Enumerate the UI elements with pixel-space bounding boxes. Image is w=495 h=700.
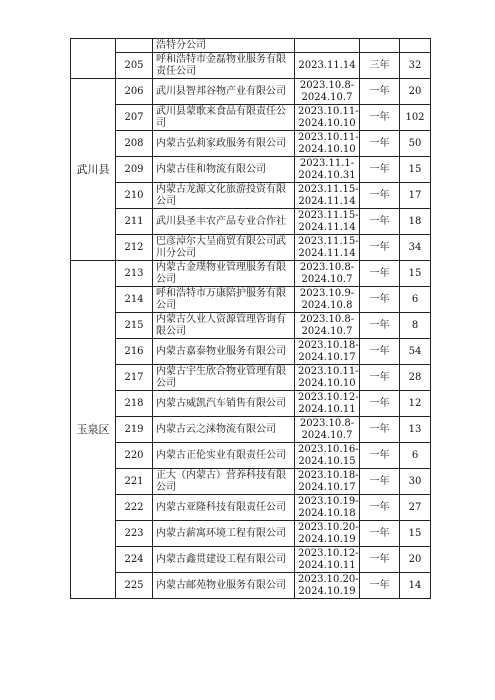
term-cell: 三年	[360, 53, 400, 79]
term-cell: 一年	[360, 417, 400, 443]
company-name-cell: 内蒙古金璞物业管理服务有限公司	[153, 261, 295, 287]
term-cell: 一年	[360, 313, 400, 339]
count-cell: 102	[400, 105, 431, 131]
table-row	[71, 521, 431, 547]
term-cell: 一年	[360, 469, 400, 495]
count-cell: 15	[400, 261, 431, 287]
count-cell: 6	[400, 443, 431, 469]
table-row	[71, 365, 431, 391]
company-name-cell: 呼和浩特市万康陪护服务有限公司	[153, 287, 295, 313]
company-name-cell: 内蒙古亚隆科技有限责任公司	[153, 495, 295, 521]
term-cell: 一年	[360, 209, 400, 235]
period-cell: 2023.11.1-2024.10.31	[295, 157, 360, 183]
term-cell: 一年	[360, 183, 400, 209]
row-number-cell: 210	[116, 183, 153, 209]
row-number-cell: 214	[116, 287, 153, 313]
period-cell: 2023.10.11-2024.10.10	[295, 105, 360, 131]
company-name-cell: 武川县智邦谷物产业有限公司	[153, 79, 295, 105]
period-cell	[295, 39, 360, 53]
period-cell: 2023.10.20-2024.10.19	[295, 521, 360, 547]
company-name-cell: 内蒙古龙源文化旅游投资有限公司	[153, 183, 295, 209]
row-number-cell: 219	[116, 417, 153, 443]
count-cell	[400, 39, 431, 53]
count-cell: 30	[400, 469, 431, 495]
row-number-cell: 218	[116, 391, 153, 417]
table-body	[71, 39, 431, 599]
term-cell: 一年	[360, 287, 400, 313]
table-row	[71, 313, 431, 339]
term-cell: 一年	[360, 261, 400, 287]
period-cell: 2023.10.19-2024.10.18	[295, 495, 360, 521]
row-number-cell: 225	[116, 573, 153, 599]
table-row	[71, 573, 431, 599]
count-cell: 54	[400, 339, 431, 365]
count-cell: 20	[400, 547, 431, 573]
table-row	[71, 157, 431, 183]
count-cell: 34	[400, 235, 431, 261]
period-cell: 2023.10.16-2024.10.15	[295, 443, 360, 469]
period-cell: 2023.10.18-2024.10.17	[295, 469, 360, 495]
term-cell: 一年	[360, 157, 400, 183]
count-cell: 27	[400, 495, 431, 521]
table-row	[71, 417, 431, 443]
count-cell: 32	[400, 53, 431, 79]
county-cell: 玉泉区	[71, 261, 116, 599]
company-name-cell: 内蒙古嘉泰物业服务有限公司	[153, 339, 295, 365]
row-number-cell: 206	[116, 79, 153, 105]
term-cell: 一年	[360, 573, 400, 599]
county-cell	[71, 39, 116, 79]
row-number-cell: 222	[116, 495, 153, 521]
row-number-cell: 208	[116, 131, 153, 157]
term-cell: 一年	[360, 131, 400, 157]
row-number-cell: 215	[116, 313, 153, 339]
company-name-cell: 内蒙古宇生欣合物业管理有限公司	[153, 365, 295, 391]
table-row	[71, 209, 431, 235]
row-number-cell	[116, 39, 153, 53]
period-cell: 2023.10.12-2024.10.11	[295, 391, 360, 417]
company-name-cell: 内蒙古鑫贯建设工程有限公司	[153, 547, 295, 573]
row-number-cell: 216	[116, 339, 153, 365]
count-cell: 28	[400, 365, 431, 391]
term-cell: 一年	[360, 105, 400, 131]
company-name-cell: 内蒙古佳和物流有限公司	[153, 157, 295, 183]
county-cell: 武川县	[71, 79, 116, 261]
row-number-cell: 217	[116, 365, 153, 391]
table-row	[71, 235, 431, 261]
table-row	[71, 495, 431, 521]
company-name-cell: 武川县圣丰农产品专业合作社	[153, 209, 295, 235]
count-cell: 15	[400, 521, 431, 547]
table-row	[71, 443, 431, 469]
enterprise-table	[70, 38, 431, 599]
period-cell: 2023.10.8-2024.10.7	[295, 261, 360, 287]
row-number-cell: 211	[116, 209, 153, 235]
count-cell: 13	[400, 417, 431, 443]
company-name-cell: 内蒙古正伦实业有限责任公司	[153, 443, 295, 469]
company-name-cell: 内蒙古弘莉家政服务有限公司	[153, 131, 295, 157]
table-row	[71, 79, 431, 105]
table-row	[71, 391, 431, 417]
period-cell: 2023.10.18-2024.10.17	[295, 339, 360, 365]
term-cell	[360, 39, 400, 53]
row-number-cell: 220	[116, 443, 153, 469]
term-cell: 一年	[360, 235, 400, 261]
company-name-cell: 正大（内蒙古）营养科技有限公司	[153, 469, 295, 495]
table-row	[71, 469, 431, 495]
row-number-cell: 223	[116, 521, 153, 547]
count-cell: 18	[400, 209, 431, 235]
period-cell: 2023.11.15-2024.11.14	[295, 209, 360, 235]
term-cell: 一年	[360, 495, 400, 521]
row-number-cell: 209	[116, 157, 153, 183]
row-number-cell: 205	[116, 53, 153, 79]
table-row	[71, 183, 431, 209]
period-cell: 2023.10.11-2024.10.10	[295, 365, 360, 391]
company-name-cell: 呼和浩特市金磊物业服务有限责任公司	[153, 53, 295, 79]
table-row	[71, 261, 431, 287]
company-name-cell: 巴彦淖尔大呈商贸有限公司武川分公司	[153, 235, 295, 261]
company-name-cell: 内蒙古邮苑物业服务有限公司	[153, 573, 295, 599]
period-cell: 2023.10.12-2024.10.11	[295, 547, 360, 573]
row-number-cell: 207	[116, 105, 153, 131]
company-name-cell: 武川县蒙歌来食品有限责任公司	[153, 105, 295, 131]
period-cell: 2023.10.8-2024.10.7	[295, 417, 360, 443]
count-cell: 14	[400, 573, 431, 599]
period-cell: 2023.10.9-2024.10.8	[295, 287, 360, 313]
row-number-cell: 224	[116, 547, 153, 573]
period-cell: 2023.11.14	[295, 53, 360, 79]
company-name-cell: 内蒙古薪寓环境工程有限公司	[153, 521, 295, 547]
company-name-cell: 内蒙古云之涞物流有限公司	[153, 417, 295, 443]
company-name-cell: 内蒙古久业人资源管理咨询有限公司	[153, 313, 295, 339]
company-name-cell: 内蒙古威凯汽车销售有限公司	[153, 391, 295, 417]
count-cell: 50	[400, 131, 431, 157]
period-cell: 2023.11.15-2024.11.14	[295, 183, 360, 209]
term-cell: 一年	[360, 521, 400, 547]
count-cell: 17	[400, 183, 431, 209]
count-cell: 15	[400, 157, 431, 183]
row-number-cell: 213	[116, 261, 153, 287]
count-cell: 12	[400, 391, 431, 417]
table-row	[71, 105, 431, 131]
count-cell: 6	[400, 287, 431, 313]
term-cell: 一年	[360, 79, 400, 105]
period-cell: 2023.10.11-2024.10.10	[295, 131, 360, 157]
table-row	[71, 287, 431, 313]
count-cell: 8	[400, 313, 431, 339]
row-number-cell: 221	[116, 469, 153, 495]
period-cell: 2023.10.8-2024.10.7	[295, 313, 360, 339]
document-page	[70, 38, 431, 599]
table-row	[71, 339, 431, 365]
row-number-cell: 212	[116, 235, 153, 261]
term-cell: 一年	[360, 391, 400, 417]
term-cell: 一年	[360, 547, 400, 573]
term-cell: 一年	[360, 365, 400, 391]
table-row	[71, 131, 431, 157]
term-cell: 一年	[360, 339, 400, 365]
period-cell: 2023.10.8-2024.10.7	[295, 79, 360, 105]
term-cell: 一年	[360, 443, 400, 469]
table-row	[71, 39, 431, 53]
count-cell: 20	[400, 79, 431, 105]
period-cell: 2023.10.20-2024.10.19	[295, 573, 360, 599]
period-cell: 2023.11.15-2024.11.14	[295, 235, 360, 261]
company-name-cell: 浩特分公司	[153, 39, 295, 53]
table-row	[71, 53, 431, 79]
table-row	[71, 547, 431, 573]
